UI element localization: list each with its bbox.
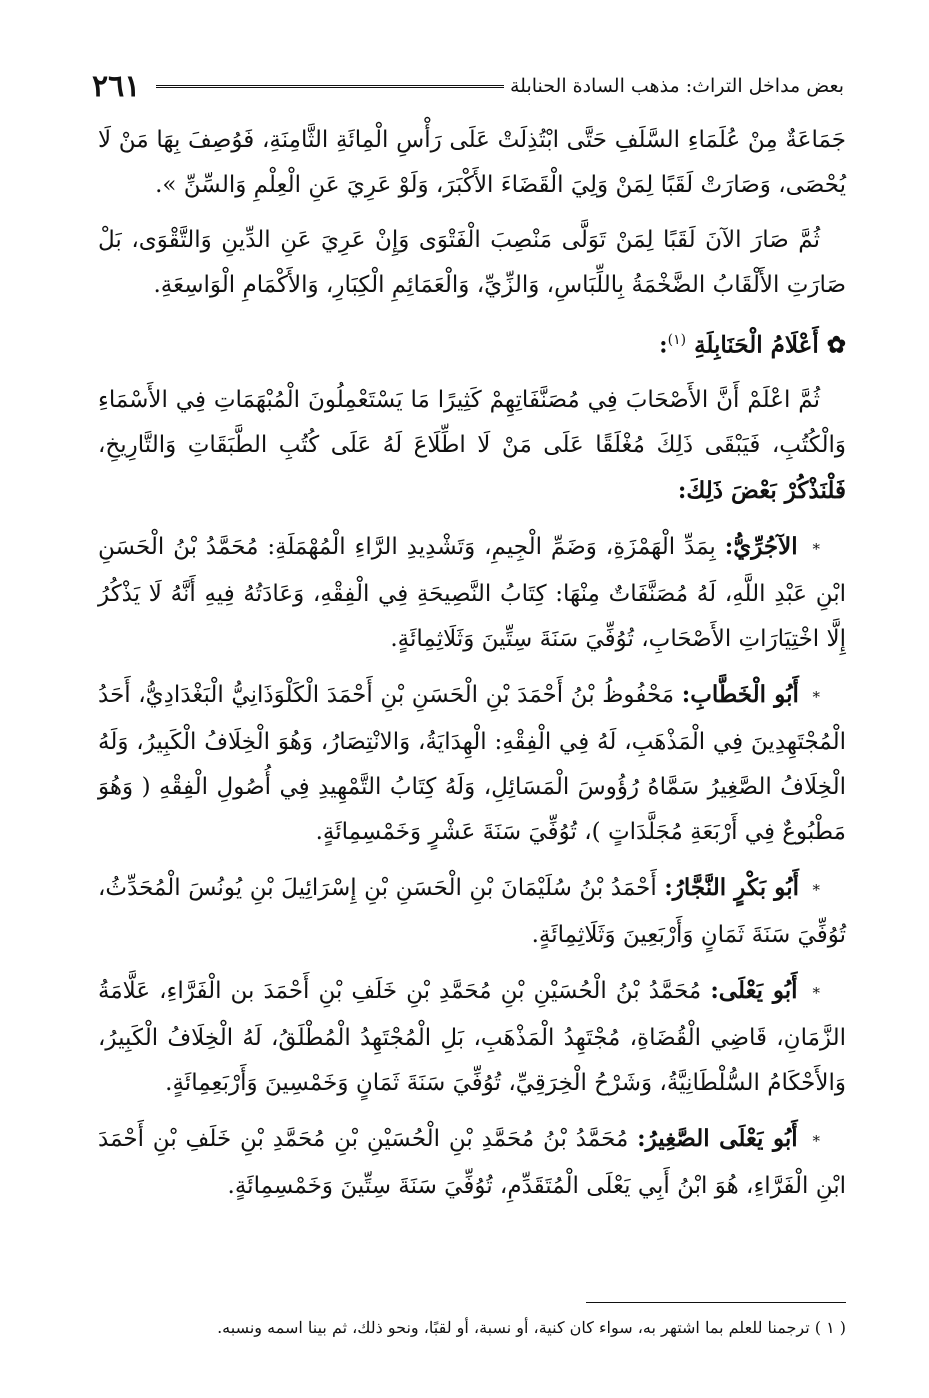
header-rule — [156, 85, 504, 88]
flower-icon: ✿ — [826, 331, 846, 359]
entry-text: مَحْفُوظُ بْنُ أَحْمَدَ بْنِ الْحَسَنِ بْنِ أَحْمَدَ الْكَلْوَذَانِيُّ الْبَغْدَادِيُّ، أَحَدُ الْمُجْتَهِدِينَ فِي الْمَذْهَبِ، لَهُ فِي الْفِقْهِ: الْهِدَايَةُ، وَالانْتِصَارُ، وَهُوَ الْخِلَافُ الْكَبِيرُ، وَلَهُ الْخِلَافُ الصَّغِيرُ سَمَّاهُ رُؤُوسَ الْمَسَائِلِ، وَلَهُ كِتَابُ التَّمْهِيدِ فِي أُصُولِ الْفِقْهِ ( وَهُوَ مَطْبُوعٌ فِي أَرْبَعَةِ مُجَلَّدَاتٍ )، تُوُفِّيَ سَنَةَ عَشْرٍ وَخَمْسِمِائَةٍ. — [98, 681, 846, 845]
section-heading-colon: : — [659, 331, 668, 359]
entry-bullet: * — [812, 539, 820, 558]
entry-bullet: * — [812, 1131, 820, 1150]
intro-paragraph-2: ثُمَّ صَارَ الآنَ لَقَبًا لِمَنْ تَوَلَّى مَنْصِبَ الْفَتْوَى وَإِنْ عَرِيَ عَنِ الدِّينِ وَالتَّقْوَى، بَلْ صَارَتِ الأَلْقَابُ الضَّخْمَةُ بِاللِّبَاسِ، وَالزِّيِّ، وَالْعَمَائِمِ الْكِبَارِ، وَالأَكْمَامِ الْوَاسِعَةِ. — [98, 227, 846, 298]
entry-name: أَبُو بَكْرٍ النَّجَّارُ: — [664, 873, 799, 901]
intro-paragraph-1: جَمَاعَةٌ مِنْ عُلَمَاءِ السَّلَفِ حَتَّى ابْتُذِلَتْ عَلَى رَأْسِ الْمِائَةِ الثَّامِنَةِ، فَوُصِفَ بِهَا مَنْ لَا يُحْصَى، وَصَارَتْ لَقَبًا لِمَنْ وَلِيَ الْقَضَاءَ الأَكْبَرَ، وَلَوْ عَرِيَ عَنِ الْعِلْمِ وَالسِّنِّ ». — [98, 127, 846, 198]
section-paragraph — [98, 378, 846, 514]
entry-name: الآجُرِّيُّ: — [724, 532, 798, 560]
body-text — [98, 118, 846, 1219]
entry-name: أَبُو يَعْلَى الصَّغِيرُ: — [637, 1124, 798, 1152]
entry-item — [98, 524, 846, 662]
section-heading — [98, 318, 846, 368]
entry-item — [98, 968, 846, 1106]
footnote: ( ١ ) ترجمنا للعلم بما اشتهر به، سواء كان كنية، أو نسبة، أو لقبًا، ونحو ذلك، ثم بينا اسمه ونسبه. — [217, 1318, 846, 1337]
footnote-marker: (١) — [667, 332, 687, 348]
entry-text: مُحَمَّدُ بْنُ مُحَمَّدِ بْنِ الْحُسَيْنِ بْنِ مُحَمَّدِ بْنِ خَلَفِ بْنِ أَحْمَدَ ابْنِ الْفَرَّاءِ، هُوَ ابْنُ أَبِي يَعْلَى الْمُتَقَدِّمِ، تُوُفِّيَ سَنَةَ سِتِّينَ وَخَمْسِمِائَةٍ. — [98, 1125, 846, 1199]
entry-text: أَحْمَدُ بْنُ سُلَيْمَانَ بْنِ الْحَسَنِ بْنِ إِسْرَائِيلَ بْنِ يُونُسَ الْمُحَدِّثُ، تُوُفِّيَ سَنَةَ ثَمَانٍ وَأَرْبَعِينَ وَثَلَاثِمِائَةٍ. — [98, 874, 846, 948]
entry-text: مُحَمَّدُ بْنُ الْحُسَيْنِ بْنِ مُحَمَّدِ بْنِ خَلَفِ بْنِ أَحْمَدَ بن الْفَرَّاءِ، عَلَّامَةُ الزَّمَانِ، قَاضِي الْقُضَاةِ، مُجْتَهِدُ الْمَذْهَبِ، بَلِ الْمُجْتَهِدُ الْمُطْلَقُ، لَهُ الْخِلَافُ الْكَبِيرُ، وَالأَحْكَامُ السُّلْطَانِيَّةُ، وَشَرْحُ الْخِرَقِيِّ، تُوُفِّيَ سَنَةَ ثَمَانٍ وَخَمْسِينَ وَأَرْبَعِمِائَةٍ. — [98, 977, 846, 1096]
entry-item — [98, 1116, 846, 1209]
footnote-divider — [586, 1302, 846, 1303]
entry-name: أَبُو يَعْلَى: — [710, 976, 798, 1004]
page-number: ٢٦١ — [92, 68, 141, 104]
section-paragraph-text: ثُمَّ اعْلَمْ أَنَّ الأَصْحَابَ فِي مُصَنَّفَاتِهِمْ كَثِيرًا مَا يَسْتَعْمِلُونَ الْمُبْهَمَاتِ فِي الأَسْمَاءِ وَالْكُتُبِ، فَيَبْقَى ذَلِكَ مُغْلَقًا عَلَى مَنْ لَا اطِّلَاعَ لَهُ عَلَى كُتُبِ الطَّبَقَاتِ وَالتَّارِيخِ، — [98, 386, 846, 458]
section-heading-text: أَعْلَامُ الْحَنَابِلَةِ — [694, 331, 819, 359]
entry-bullet: * — [812, 983, 821, 1002]
section-paragraph-bold: فَلْنَذْكُرْ بَعْضَ ذَلِكَ: — [677, 476, 846, 504]
running-title: بعض مداخل التراث: مذهب السادة الحنابلة — [509, 75, 844, 97]
entry-bullet: * — [812, 687, 820, 706]
entry-bullet: * — [812, 880, 821, 899]
entry-name: أَبُو الْخَطَّابِ: — [681, 680, 799, 708]
entry-text: بِمَدِّ الْهَمْزَةِ، وَضَمِّ الْجِيمِ، وَتَشْدِيدِ الرَّاءِ الْمُهْمَلَةِ: مُحَمَّدُ بْنُ الْحَسَنِ ابْنِ عَبْدِ اللَّهِ، لَهُ مُصَنَّفَاتٌ مِنْهَا: كِتَابُ النَّصِيحَةِ فِي الْفِقْهِ، وَعَادَتُهُ فِيهِ أَنَّهُ لَا يَذْكُرُ إِلَّا اخْتِيَارَاتِ الأَصْحَابِ، تُوُفِّيَ سَنَةَ سِتِّينَ وَثَلَاثِمِائَةٍ. — [98, 533, 846, 652]
entry-item — [98, 865, 846, 958]
entry-item — [98, 672, 846, 855]
page-header — [92, 66, 844, 106]
